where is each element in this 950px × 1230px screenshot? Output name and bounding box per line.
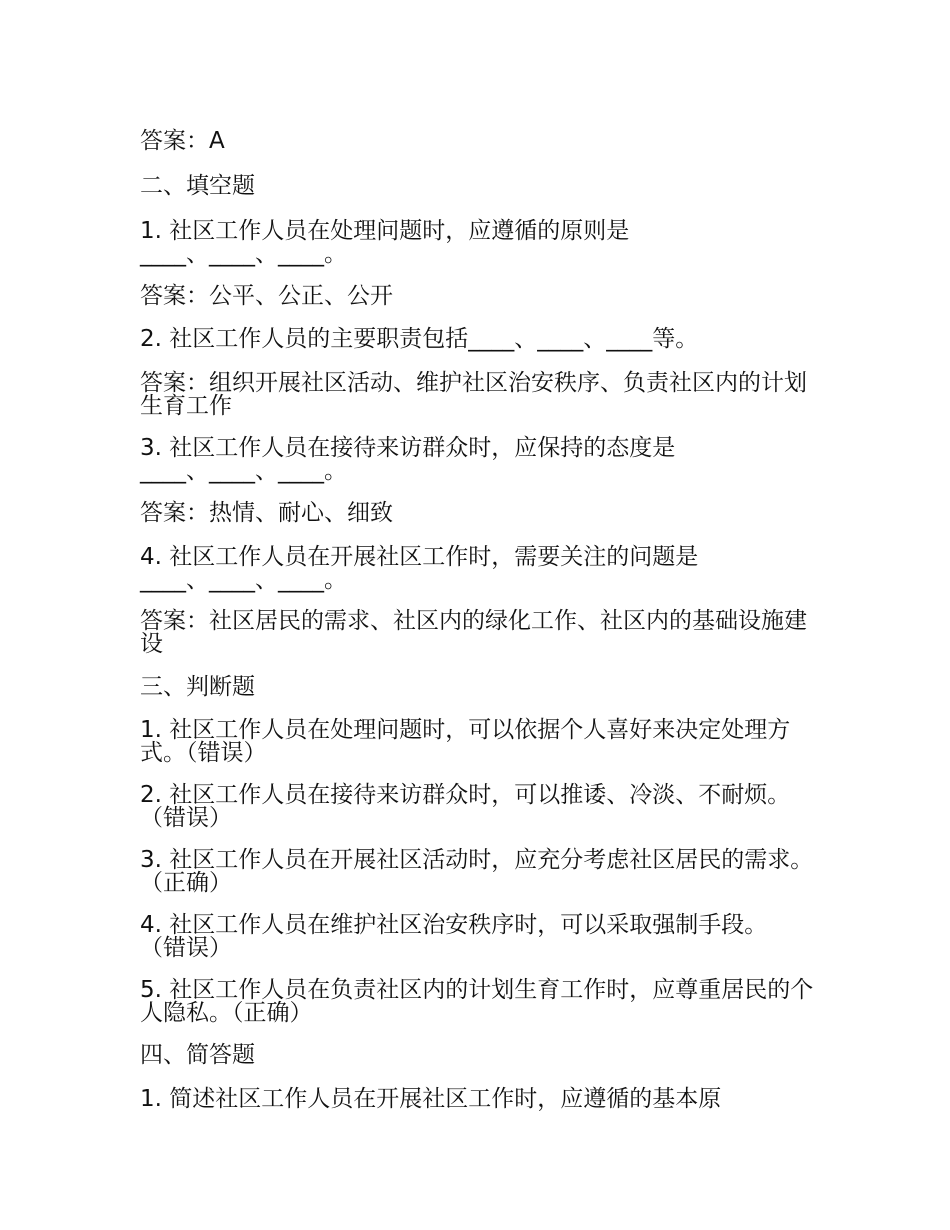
section-heading-fill-blank: 二、填空题 [140, 173, 255, 199]
section-heading-true-false: 三、判断题 [140, 674, 255, 700]
question-line: 3. 社区工作人员在接待来访群众时，应保持的态度是____、____、____。 [140, 435, 676, 484]
question-line: 4. 社区工作人员在开展社区工作时，需要关注的问题是____、____、____。 [140, 544, 699, 593]
answer-line: 答案：公平、公正、公开 [140, 283, 393, 309]
answer-line: 答案：社区居民的需求、社区内的绿化工作、社区内的基础设施建设 [140, 608, 807, 657]
answer-line: 答案：热情、耐心、细致 [140, 500, 393, 526]
answer-line: 答案：A [140, 128, 225, 154]
question-line: 1. 社区工作人员在处理问题时，可以依据个人喜好来决定处理方式。（错误） [140, 717, 791, 766]
question-line: 1. 简述社区工作人员在开展社区工作时，应遵循的基本原 [140, 1086, 722, 1112]
answer-line: 答案：组织开展社区活动、维护社区治安秩序、负责社区内的计划生育工作 [140, 370, 807, 419]
question-line: 3. 社区工作人员在开展社区活动时，应充分考虑社区居民的需求。（正确） [140, 847, 814, 896]
question-line: 5. 社区工作人员在负责社区内的计划生育工作时，应尊重居民的个人隐私。（正确） [140, 977, 814, 1026]
question-line: 4. 社区工作人员在维护社区治安秩序时，可以采取强制手段。（错误） [140, 912, 768, 961]
question-line: 2. 社区工作人员在接待来访群众时，可以推诿、冷淡、不耐烦。（错误） [140, 782, 791, 831]
question-line: 2. 社区工作人员的主要职责包括____、____、____等。 [140, 326, 699, 352]
question-line: 1. 社区工作人员在处理问题时，应遵循的原则是____、____、____。 [140, 218, 630, 267]
section-heading-short-answer: 四、简答题 [140, 1042, 255, 1068]
